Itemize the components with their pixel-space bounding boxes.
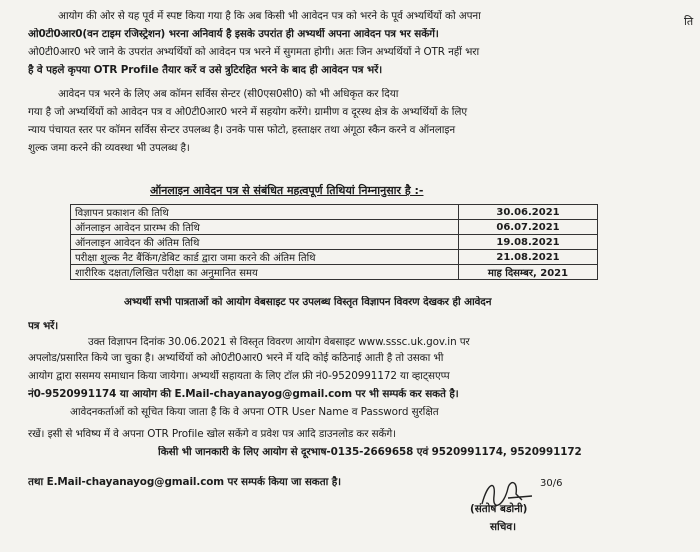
lower-line: किसी भी जानकारी के लिए आयोग से दूरभाष-0135-2669658 एवं 9520991174, 9520991172 [158, 446, 582, 458]
lower-line: आवेदनकर्ताओं को सूचित किया जाता है कि वे अपना OTR User Name व Password सुरक्षित [70, 406, 439, 418]
table-row [71, 265, 598, 280]
paragraph-line: न्याय पंचायत स्तर पर कॉमन सर्विस सेन्टर उपलब्ध है। उनके पास फोटो, हस्ताक्षर तथा अंगूठा स्कैन करने व ऑनलाइन [28, 124, 456, 136]
lower-line: अपलोड/प्रसारित किये जा चुका है। अभ्यर्थियों को ओ0टी0आर0 भरने में यदि कोई कठिनाई आती है तो उसका भी [28, 352, 444, 364]
table-cell-label: विज्ञापन प्रकाशन की तिथि [71, 205, 459, 220]
table-row [71, 205, 598, 220]
advice-line: अभ्यर्थी सभी पात्रताओं को आयोग वेबसाइट पर उपलब्ध विस्तृत विज्ञापन विवरण देखकर ही आवेदन [124, 296, 492, 308]
table-cell-value: 21.08.2021 [459, 250, 598, 265]
paragraph-line: आवेदन पत्र भरने के लिए अब कॉमन सर्विस सेन्टर (सी0एस0सी0) को भी अधिकृत कर दिया [58, 88, 399, 100]
dates-table [70, 204, 598, 280]
paragraph-line: शुल्क जमा करने की व्यवस्था भी उपलब्ध है। [28, 142, 190, 154]
lower-line: नं0-9520991174 या आयोग की E.Mail-chayanayog@gmail.com पर भी सम्पर्क कर सकते है। [28, 388, 459, 400]
lower-line: उक्त विज्ञापन दिनांक 30.06.2021 से विस्तृत विवरण आयोग वेबसाइट www.sssc.uk.gov.in पर [88, 336, 470, 348]
table-row [71, 220, 598, 235]
paragraph-line: आयोग की ओर से यह पूर्व में स्पष्ट किया गया है कि अब किसी भी आवेदन पत्र को भरने के पूर्व अभ्यर्थियों को अपना [58, 10, 481, 22]
table-cell-value: 06.07.2021 [459, 220, 598, 235]
table-row [71, 235, 598, 250]
paragraph-line: ओ0टी0आर0(वन टाइम रजिस्ट्रेशन) भरना अनिवार्य है इसके उपरांत ही अभ्यर्थी अपना आवेदन पत्र भर सकेंगें। [28, 28, 439, 40]
signatory-name: (संतोष बडोनी) [470, 503, 528, 515]
lower-line: रखें। इसी से भविष्य में वे अपना OTR Profile खोल सकेंगे व प्रवेश पत्र आदि डाउनलोड कर सकेंगे। [28, 428, 397, 440]
table-cell-label: ऑनलाइन आवेदन प्रारम्भ की तिथि [71, 220, 459, 235]
lower-line: आयोग द्वारा ससमय समाधान किया जायेगा। अभ्यर्थी सहायता के लिए टॉल फ्री नं0-9520991172 या व्हाट्सएप्प [28, 370, 450, 382]
paragraph-line: गया है जो अभ्यर्थियों को आवेदन पत्र व ओ0टी0आर0 भरने में सहयोग करेंगे। ग्रामीण व दूरस्थ क्षेत्र के अभ्यर्थियों के लिए [28, 106, 468, 118]
table-row [71, 250, 598, 265]
paragraph-line: ओ0टी0आर0 भरे जाने के उपरांत अभ्यर्थियों को आवेदन पत्र भरने में सुगमता होगी। अतः जिन अभ्यर्थियों ने OTR नहीं भरा [28, 46, 480, 58]
paragraph-line: है वे पहले कृपया OTR Profile तैयार करें व उसे त्रुटिरहित भरने के बाद ही आवेदन पत्र भरें। [28, 64, 383, 76]
advice-line: पत्र भरें। [28, 320, 59, 332]
table-cell-value: 19.08.2021 [459, 235, 598, 250]
table-cell-value: माह दिसम्बर, 2021 [459, 265, 598, 280]
side-mark: ति [684, 15, 694, 28]
signatory-designation: सचिव। [490, 521, 517, 533]
lower-line: तथा E.Mail-chayanayog@gmail.com पर सम्पर्क किया जा सकता है। [28, 476, 341, 488]
table-cell-label: शारीरिक दक्षता/लिखित परीक्षा का अनुमानित समय [71, 265, 459, 280]
table-cell-value: 30.06.2021 [459, 205, 598, 220]
signature-date: 30/6 [540, 478, 563, 489]
table-heading: ऑनलाइन आवेदन पत्र से संबंधित महत्वपूर्ण तिथियां निम्नानुसार है :- [150, 184, 424, 197]
table-cell-label: परीक्षा शुल्क नैट बैंकिंग/डेबिट कार्ड द्वारा जमा करने की अंतिम तिथि [71, 250, 459, 265]
table-cell-label: ऑनलाइन आवेदन की अंतिम तिथि [71, 235, 459, 250]
